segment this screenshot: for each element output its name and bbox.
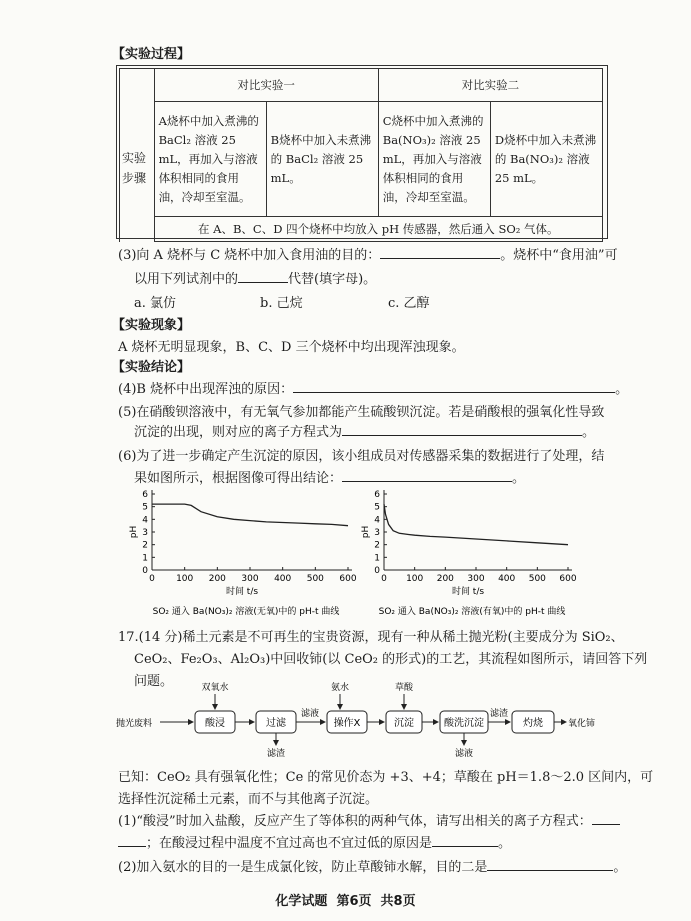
q17-1-answer-blank-2[interactable]: [118, 833, 146, 847]
section-process: 【实验过程】: [112, 47, 191, 62]
chart-1-y-tick-label: 6: [374, 490, 380, 500]
chart-1-x-tick-label: 200: [436, 574, 454, 584]
known-line2: 选择性沉淀稀土元素，而不与其他离子沉淀。: [118, 792, 379, 807]
known-line1: 已知：CeO₂ 具有强氧化性；Ce 的常见价态为 +3、+4；草酸在 pH＝1.8～2.0 区间内，可: [118, 770, 654, 785]
q6-line1: (6)为了进一步确定产生沉淀的原因，该小组成员对传感器采集的数据进行了处理，结: [118, 449, 605, 464]
flow-filtrate-1: 滤液: [300, 709, 320, 719]
flow-reagent-oxalic: 草酸: [394, 683, 414, 693]
flow-box-operation-x-label: 操作X: [333, 718, 361, 729]
q17-line3: 问题。: [134, 674, 174, 689]
q5-line1: (5)在硝酸钡溶液中，有无氧气参加都能产生硫酸钡沉淀。若是硝酸根的强氧化性导致: [118, 405, 605, 420]
chart-0-caption: SO₂ 通入 Ba(NO₃)₂ 溶液(无氧)中的 pH-t 曲线: [152, 607, 340, 617]
flow-residue-2: 滤渣: [489, 709, 509, 719]
chart-1-y-label: pH: [361, 525, 371, 539]
row-label-2: 步骤: [122, 171, 147, 185]
q17-1-answer-blank-1[interactable]: [592, 811, 620, 825]
chart-0-x-tick-label: 500: [306, 574, 324, 584]
q3-part3: 以用下列试剂中的: [134, 272, 239, 287]
q17-1-end: 。: [498, 836, 512, 851]
flow-residue-1: 滤渣: [266, 749, 286, 759]
q6-end: 。: [512, 471, 526, 486]
q17-line2: CeO₂、Fe₂O₃、Al₂O₃)中回收铈(以 CeO₂ 的形式)的工艺，其流程如图所示，请回答下列: [134, 652, 648, 667]
chart-0-y-tick-label: 2: [142, 540, 148, 551]
q17-2-answer-blank[interactable]: [487, 857, 613, 871]
flow-input: 抛光废料: [116, 719, 153, 729]
flow-box-acid-leach-label: 酸浸: [205, 718, 225, 729]
table-cell-a: A烧杯中加入煮沸的 BaCl₂ 溶液 25 mL，再加入与溶液体积相同的食用油，冷却至室温。: [154, 102, 266, 217]
q3-option-a: a. 氯仿: [134, 296, 177, 311]
chart-1-x-tick-label: 600: [559, 574, 577, 584]
chart-0-x-tick-label: 600: [339, 574, 357, 584]
flow-filtrate-2: 滤液: [454, 749, 474, 759]
chart-0-y-tick-label: 6: [142, 490, 148, 500]
table-header-2: 对比实验二: [378, 69, 602, 102]
chart-0-y-label: pH: [129, 525, 139, 539]
q6-text: 果如图所示，根据图像可得出结论：: [134, 471, 343, 486]
q3-part1: (3)向 A 烧杯与 C 烧杯中加入食用油的目的：: [118, 248, 381, 263]
q3-option-c: c. 乙醇: [388, 296, 430, 311]
q5-text: 沉淀的出现，则对应的离子方程式为: [134, 425, 343, 440]
chart-1-y-tick-label: 5: [374, 502, 380, 513]
flow-box-acid-wash-label: 酸洗沉淀: [444, 718, 484, 729]
q17-line1: 17.(14 分)稀土元素是不可再生的宝贵资源，现有一种从稀土抛光粉(主要成分为 SiO₂、: [118, 630, 624, 645]
q17-1-line2: [118, 832, 511, 851]
q17-1-line1: [118, 810, 620, 829]
chart-1-y-tick-label: 1: [374, 553, 380, 564]
table-footer: 在 A、B、C、D 四个烧杯中均放入 pH 传感器，然后通入 SO₂ 气体。: [154, 217, 602, 242]
chart-0-y-tick-label: 3: [142, 528, 148, 538]
flow-box-precipitate-label: 沉淀: [394, 718, 414, 729]
chart-0-y-tick-label: 0: [142, 566, 148, 576]
chart-1-y-tick-label: 0: [374, 566, 380, 576]
chart-1-y-tick-label: 2: [374, 540, 380, 551]
chart-1-y-tick-label: 3: [374, 528, 380, 538]
q3-part4: 代替(填字母)。: [288, 272, 377, 287]
chart-1-x-label: 时间 t/s: [451, 587, 485, 597]
section-conclusion: 【实验结论】: [112, 360, 191, 375]
chart-1-caption: SO₂ 通入 Ba(NO₃)₂ 溶液(有氧)中的 pH-t 曲线: [378, 607, 566, 617]
chart-0-x-label: 时间 t/s: [225, 587, 259, 597]
chart-1-x-tick-label: 500: [528, 574, 546, 584]
flow-output: 氧化铈: [568, 719, 596, 729]
chart-1-x-tick-label: 0: [381, 574, 387, 584]
q5-end: 。: [582, 425, 596, 440]
q17-1-text: (1)“酸浸”时加入盐酸，反应产生了等体积的两种气体，请写出相关的离子方程式：: [118, 814, 592, 829]
phenomenon-text: A 烧杯无明显现象，B、C、D 三个烧杯中均出现浑浊现象。: [118, 340, 465, 355]
table-header-1: 对比实验一: [154, 69, 378, 102]
chart-1-x-tick-label: 400: [498, 574, 516, 584]
chart-0-y-tick-label: 5: [142, 502, 148, 513]
section-phenomenon: 【实验现象】: [112, 318, 191, 333]
q17-2-line: [118, 856, 626, 875]
chart-1-y-tick-label: 4: [374, 515, 380, 526]
q17-1-answer-blank-3[interactable]: [432, 833, 498, 847]
chart-0-y-tick-label: 1: [142, 553, 148, 564]
q17-1-text2: ；在酸浸过程中温度不宜过高也不宜过低的原因是: [146, 836, 433, 851]
page-footer: 化学试题 第6页 共8页: [275, 894, 416, 909]
q4-end: 。: [615, 382, 629, 397]
chart-0-x-tick-label: 100: [176, 574, 194, 584]
chart-1-x-tick-label: 100: [406, 574, 424, 584]
chart-0-x-tick-label: 0: [149, 574, 155, 584]
chart-0-y-tick-label: 4: [142, 515, 148, 526]
chart-1-x-tick-label: 300: [467, 574, 485, 584]
chart-0-x-tick-label: 300: [241, 574, 259, 584]
chart-0-x-tick-label: 400: [274, 574, 292, 584]
q3-option-b: b. 己烷: [260, 296, 303, 311]
row-label-1: 实验: [122, 151, 147, 165]
q17-2-text: (2)加入氨水的目的一是生成氯化铵，防止草酸铈水解，目的二是: [118, 860, 488, 875]
flow-reagent-ammonia: 氨水: [330, 683, 350, 693]
flow-box-calcine-label: 灼烧: [523, 718, 543, 729]
table-cell-b: B烧杯中加入未煮沸的 BaCl₂ 溶液 25 mL。: [266, 102, 378, 217]
chart-0-x-tick-label: 200: [208, 574, 226, 584]
table-cell-d: D烧杯中加入未煮沸的 Ba(NO₃)₂ 溶液 25 mL。: [490, 102, 602, 217]
flow-box-filter-label: 过滤: [266, 718, 286, 729]
q4-text: (4)B 烧杯中出现浑浊的原因：: [118, 382, 294, 397]
flow-reagent-h2o2: 双氧水: [201, 683, 229, 693]
q17-2-end: 。: [613, 860, 627, 875]
q3-part2: 。烧杯中“食用油”可: [500, 248, 618, 263]
table-cell-c: C烧杯中加入煮沸的 Ba(NO₃)₂ 溶液 25 mL，再加入与溶液体积相同的食用油，冷却至室温。: [378, 102, 490, 217]
